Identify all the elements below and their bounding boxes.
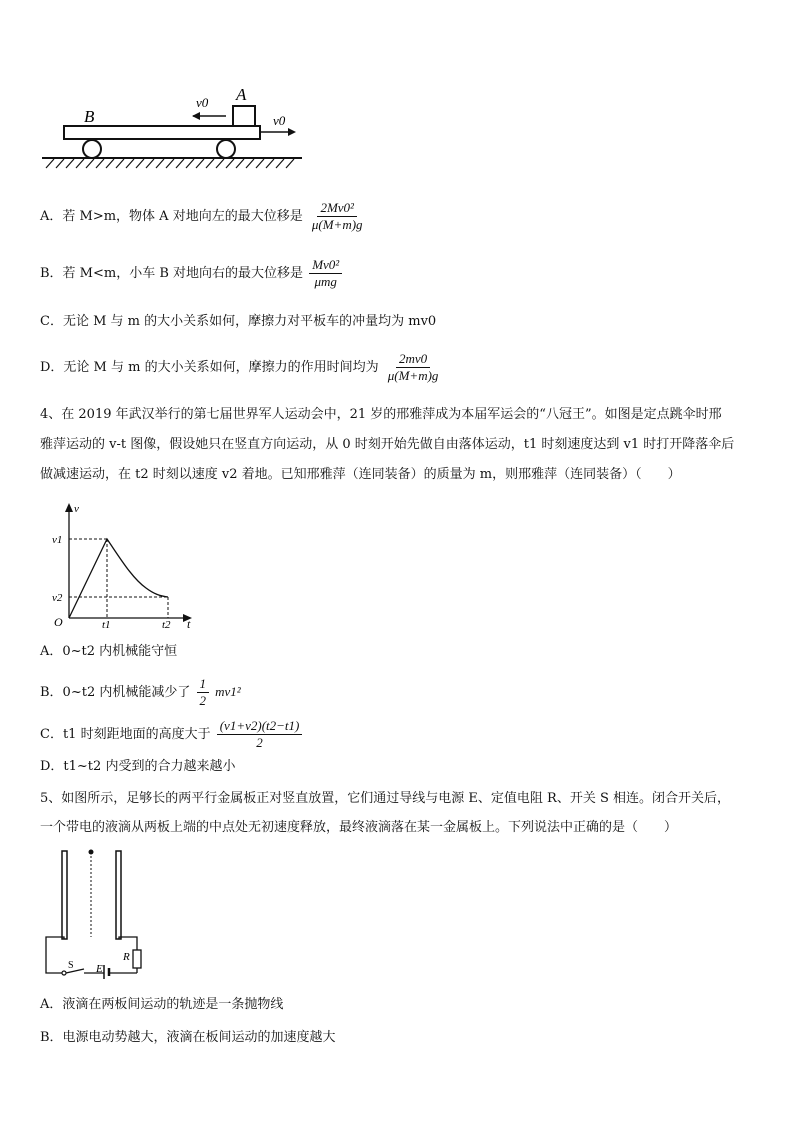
cart-block-figure — [40, 85, 310, 170]
resistor-r — [133, 950, 141, 968]
fraction: $\frac{(v1+v2)(t2-t1)}{2}$ — [217, 718, 303, 751]
label-v1: v1 — [52, 534, 63, 546]
q4-option-d: D．t1~t2 内受到的合力越来越小 — [40, 759, 236, 774]
q4-option-c: C．t1 时刻距地面的高度大于 $\frac{(v1+v2)(t2-t1)}{2}$ — [40, 718, 304, 751]
q4-stem-line1: 4、在 2019 年武汉举行的第七届世界军人运动会中，21 岁的邢雅萍成为本届军运会的“八冠王”。如图是定点跳伞时邢 — [40, 407, 722, 422]
label-r: R — [123, 951, 130, 963]
q5-option-b: B．电源电动势越大，液滴在板间运动的加速度越大 — [40, 1030, 336, 1045]
q3-option-d: D．无论 M 与 m 的大小关系如何，摩擦力的作用时间均为 $\frac{2mv0}{\mu(M+m)g}$ — [40, 351, 443, 384]
block-a — [233, 106, 255, 126]
vt-curve — [69, 539, 168, 618]
fraction: $\frac{\text{2Mv0²}}{\mu(M+m)g}$ — [311, 200, 363, 232]
q4-option-b: B．0~t2 内机械能减少了 $\frac{1}{2}$ mv1² — [40, 676, 241, 708]
label-axis-t: t — [187, 617, 191, 630]
q3-option-b: B．若 M<m，小车 B 对地向右的最大位移是 $\frac{\text{Mv0²}}{\text{μmg}}$ — [40, 257, 344, 290]
q3-option-a: A．若 M>m，物体 A 对地向左的最大位移是 $\frac{\text{2Mv0²}}{\mu(M+m)g}$ — [40, 200, 368, 233]
label-origin: O — [54, 615, 63, 629]
label-t1: t1 — [102, 619, 111, 630]
label-v0-right: v0 — [273, 113, 286, 128]
circuit-figure — [40, 845, 150, 980]
cart-wheel-right — [217, 140, 235, 158]
label-s: S — [68, 960, 74, 971]
left-plate — [62, 851, 67, 939]
q5-stem-line2: 一个带电的液滴从两板上端的中点处无初速度释放，最终液滴落在某一金属板上。下列说法中正确的是（ ） — [40, 820, 678, 835]
label-v0-left: v0 — [196, 95, 209, 110]
q4-option-a: A．0~t2 内机械能守恒 — [40, 644, 178, 659]
fraction: $\frac{2mv0}{\mu(M+m)g}$ — [387, 351, 439, 383]
switch-s-node — [62, 971, 66, 975]
right-plate — [116, 851, 121, 939]
droplet — [89, 850, 94, 855]
ground-hatching — [46, 159, 294, 168]
label-t2: t2 — [162, 619, 171, 630]
q4-stem-line2: 雅萍运动的 v-t 图像，假设她只在竖直方向运动，从 0 时刻开始先做自由落体运动，t1 时刻速度达到 v1 时打开降落伞后 — [40, 437, 735, 452]
cart-wheel-left — [83, 140, 101, 158]
vt-graph — [40, 500, 200, 630]
fraction: $\frac{\text{Mv0²}}{\text{μmg}}$ — [309, 257, 342, 290]
q5-option-a: A．液滴在两板间运动的轨迹是一条抛物线 — [40, 997, 284, 1012]
label-a: A — [236, 85, 247, 104]
label-v2: v2 — [52, 592, 63, 604]
fraction: $\frac{1}{2}$ — [197, 676, 210, 709]
label-axis-v: v — [74, 503, 79, 515]
label-e: E — [96, 963, 103, 975]
cart-plank — [64, 126, 260, 139]
label-b: B — [84, 107, 95, 126]
q4-stem-line3: 做减速运动，在 t2 时刻以速度 v2 着地。已知邢雅萍（连同装备）的质量为 m，则邢雅萍（连同装备）（ ） — [40, 467, 681, 482]
q3-option-c: C．无论 M 与 m 的大小关系如何，摩擦力对平板车的冲量均为 mv0 — [40, 314, 437, 329]
wire-left — [46, 937, 64, 973]
q5-stem-line1: 5、如图所示，足够长的两平行金属板正对竖直放置，它们通过导线与电源 E、定值电阻 R、开关 S 相连。闭合开关后， — [40, 791, 730, 806]
